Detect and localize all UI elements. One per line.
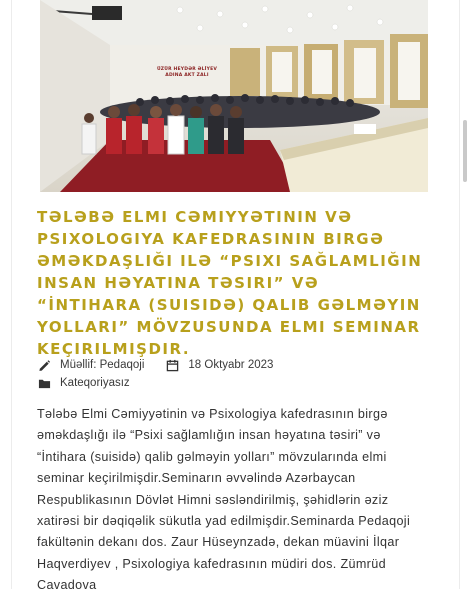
date-meta (166, 359, 273, 372)
post-date: 18 Oktyabr 2023 (188, 359, 274, 371)
banner-text-line: ÜZÜR HEYDƏR ƏLİYEV (156, 67, 218, 72)
article-body: Tələbə Elmi Cəmiyyətinin və Psixologiya kafedrasının birgə əməkdaşlığı ilə “Psixi sağlamlığın insan həyatına təsiri” və “İntihara (suisidə) qalib gəlməyin yolları” mövzularında elmi seminar keçirilmişdir.Seminarın əvvəlində Azərbaycan Respublikasının Dövlət Himni səsləndirilmiş, şəhidlərin əziz xatirəsi bir dəqiqəlik sükutla yad edilmişdir.Seminarda Pedaqoji fakültənin dekanı dos. Zaur Hüseynzadə, dekan müavini İlqar Haqverdiyev , Psixologiya kafedrasının müdiri dos. Zümrüd Cavadova (37, 407, 411, 593)
calendar-icon (166, 359, 179, 372)
hall-banner (132, 67, 242, 79)
author-meta (38, 359, 144, 372)
category-meta (38, 374, 130, 392)
category-link[interactable]: Kateqoriyasız (60, 377, 130, 389)
folder-icon (38, 377, 51, 390)
article-meta (38, 356, 273, 374)
article-title: TƏLƏBƏ ELMI CƏMIYYƏTININ VƏ PSIXOLOGIYA KAFEDRASININ BIRGƏ ƏMƏKDAŞLIĞI ILƏ “PSIXI SAĞLAMLIĞIN INSAN HƏYATINA TƏSIRI” VƏ “İNTIHARA (SUISIDƏ) QALIB GƏLMƏYIN YOLLARI” MÖVZUSUNDA ELMI SEMINAR KEÇIRILMIŞDIR. (37, 208, 423, 358)
banner-text-line: ADINA AKT ZALI (165, 73, 209, 78)
author-link[interactable]: Müəllif: Pedaqoji (60, 359, 145, 371)
pencil-icon (38, 359, 51, 372)
article-photo (40, 0, 428, 192)
scrollbar[interactable] (463, 120, 467, 182)
